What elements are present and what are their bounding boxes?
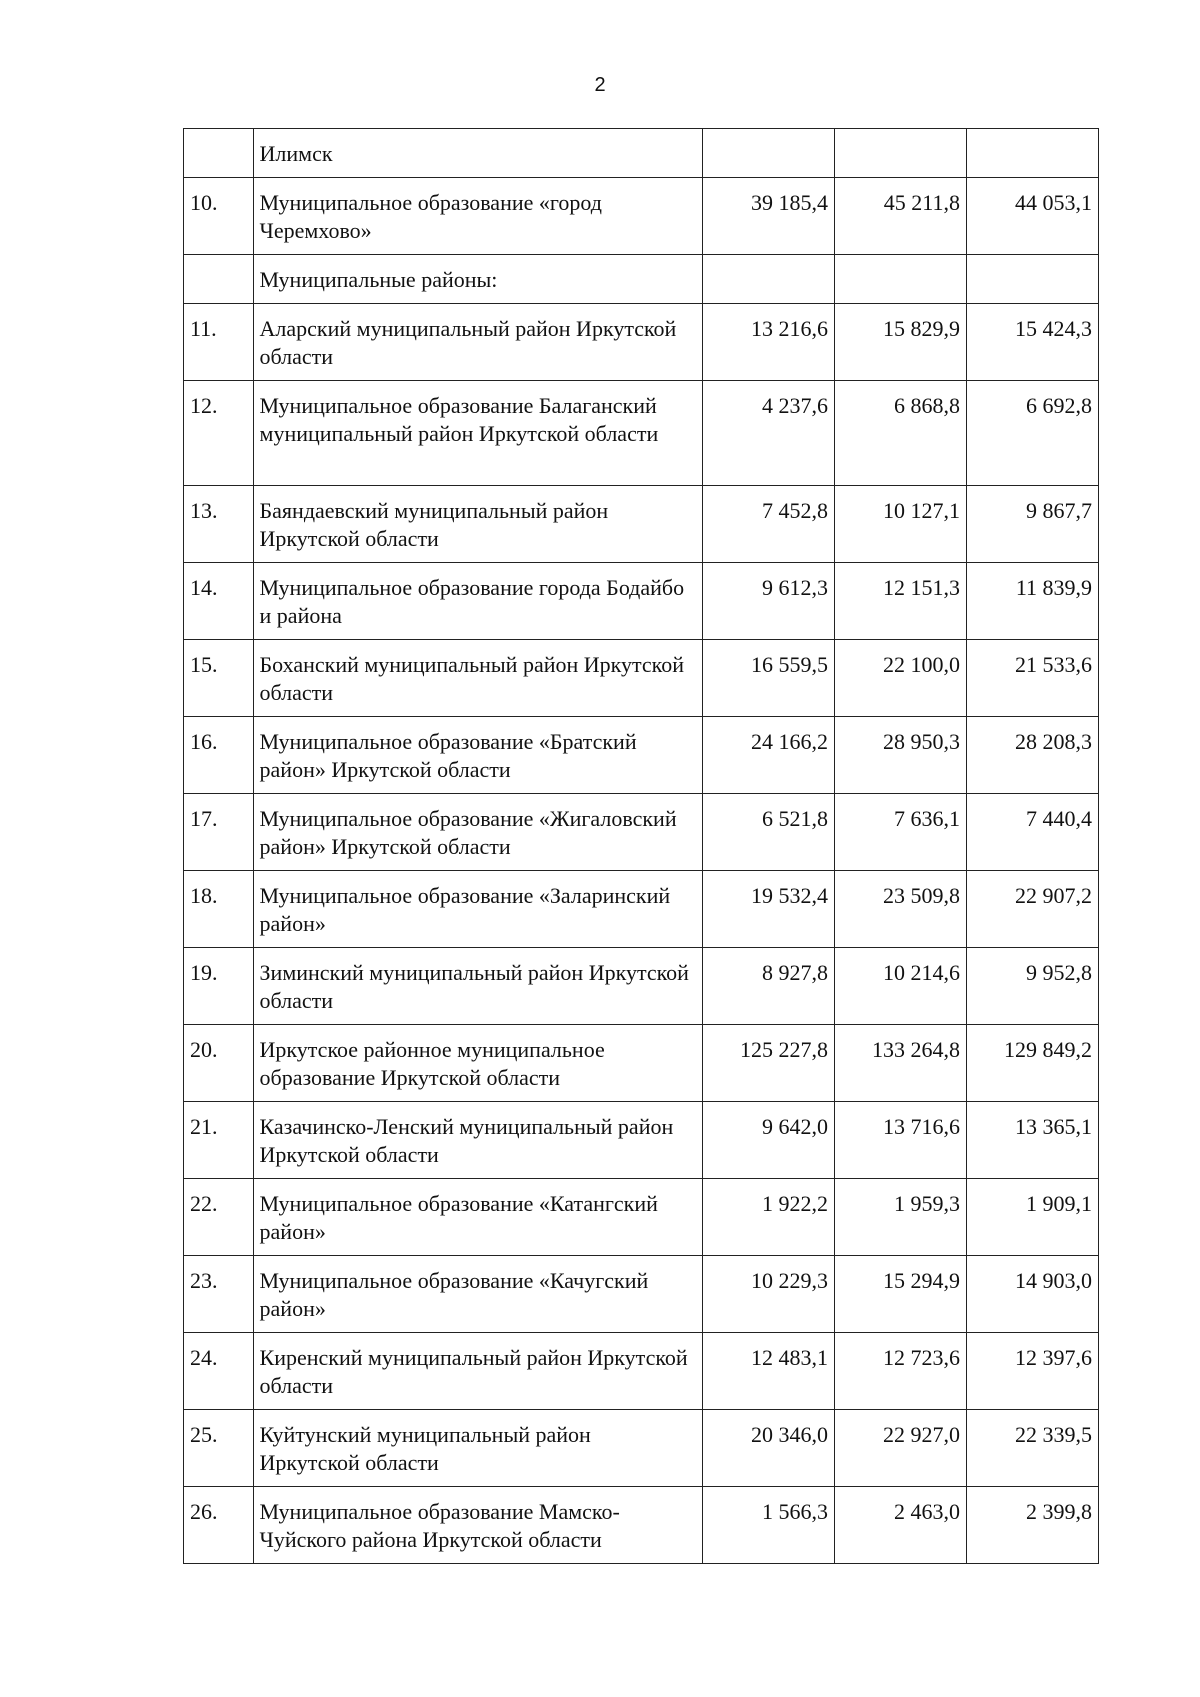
value-col-2: 12 723,6 (834, 1333, 966, 1410)
value-col-1: 39 185,4 (702, 178, 834, 255)
row-number: 15. (184, 640, 254, 717)
municipality-name: Муниципальное образование «Качугский район» (253, 1256, 702, 1333)
row-number: 10. (184, 178, 254, 255)
value-col-3: 129 849,2 (966, 1025, 1098, 1102)
municipality-name: Казачинско-Ленский муниципальный район Иркутской области (253, 1102, 702, 1179)
value-col-2: 13 716,6 (834, 1102, 966, 1179)
value-col-3: 21 533,6 (966, 640, 1098, 717)
value-col-1: 8 927,8 (702, 948, 834, 1025)
value-col-3: 14 903,0 (966, 1256, 1098, 1333)
value-col-1: 24 166,2 (702, 717, 834, 794)
value-col-3: 9 867,7 (966, 486, 1098, 563)
value-col-1: 12 483,1 (702, 1333, 834, 1410)
value-col-2: 1 959,3 (834, 1179, 966, 1256)
value-col-3: 2 399,8 (966, 1487, 1098, 1564)
row-number: 13. (184, 486, 254, 563)
row-number (184, 129, 254, 178)
page-number: 2 (594, 74, 606, 96)
table-row (184, 717, 1099, 794)
row-number: 21. (184, 1102, 254, 1179)
value-col-3 (966, 255, 1098, 304)
value-col-3: 6 692,8 (966, 381, 1098, 486)
municipality-name: Муниципальное образование Балаганский муниципальный район Иркутской области (253, 381, 702, 486)
table-row (184, 381, 1099, 486)
value-col-3 (966, 129, 1098, 178)
row-number: 17. (184, 794, 254, 871)
value-col-1: 125 227,8 (702, 1025, 834, 1102)
value-col-3: 1 909,1 (966, 1179, 1098, 1256)
value-col-1: 9 612,3 (702, 563, 834, 640)
value-col-1: 13 216,6 (702, 304, 834, 381)
table-row (184, 1410, 1099, 1487)
value-col-1 (702, 255, 834, 304)
value-col-2: 22 100,0 (834, 640, 966, 717)
table-row (184, 178, 1099, 255)
value-col-3: 7 440,4 (966, 794, 1098, 871)
row-number: 23. (184, 1256, 254, 1333)
budget-table (183, 128, 1099, 1564)
value-col-1: 1 922,2 (702, 1179, 834, 1256)
value-col-1: 20 346,0 (702, 1410, 834, 1487)
value-col-1: 4 237,6 (702, 381, 834, 486)
value-col-3: 13 365,1 (966, 1102, 1098, 1179)
municipality-name: Муниципальное образование города Бодайбо и района (253, 563, 702, 640)
value-col-1: 10 229,3 (702, 1256, 834, 1333)
table-row (184, 1256, 1099, 1333)
value-col-2: 45 211,8 (834, 178, 966, 255)
value-col-2: 12 151,3 (834, 563, 966, 640)
row-number: 20. (184, 1025, 254, 1102)
value-col-1: 19 532,4 (702, 871, 834, 948)
value-col-2: 7 636,1 (834, 794, 966, 871)
value-col-1: 16 559,5 (702, 640, 834, 717)
municipality-name: Баяндаевский муниципальный район Иркутской области (253, 486, 702, 563)
value-col-2 (834, 255, 966, 304)
municipality-name: Иркутское районное муниципальное образование Иркутской области (253, 1025, 702, 1102)
value-col-1: 7 452,8 (702, 486, 834, 563)
row-number: 25. (184, 1410, 254, 1487)
table-row (184, 948, 1099, 1025)
table-row (184, 871, 1099, 948)
row-number: 14. (184, 563, 254, 640)
municipality-name: Муниципальное образование Мамско-Чуйского района Иркутской области (253, 1487, 702, 1564)
table-row (184, 486, 1099, 563)
table-row (184, 794, 1099, 871)
row-number: 19. (184, 948, 254, 1025)
table-row (184, 1025, 1099, 1102)
value-col-1 (702, 129, 834, 178)
municipality-name: Куйтунский муниципальный район Иркутской области (253, 1410, 702, 1487)
section-heading: Муниципальные районы: (253, 255, 702, 304)
row-number: 11. (184, 304, 254, 381)
row-number: 26. (184, 1487, 254, 1564)
municipality-name: Зиминский муниципальный район Иркутской области (253, 948, 702, 1025)
table-row (184, 129, 1099, 178)
value-col-2: 15 294,9 (834, 1256, 966, 1333)
value-col-2 (834, 129, 966, 178)
table-row (184, 304, 1099, 381)
table-row (184, 640, 1099, 717)
municipality-name: Илимск (253, 129, 702, 178)
value-col-1: 9 642,0 (702, 1102, 834, 1179)
row-number: 22. (184, 1179, 254, 1256)
value-col-1: 6 521,8 (702, 794, 834, 871)
value-col-1: 1 566,3 (702, 1487, 834, 1564)
value-col-2: 133 264,8 (834, 1025, 966, 1102)
value-col-3: 44 053,1 (966, 178, 1098, 255)
value-col-2: 6 868,8 (834, 381, 966, 486)
value-col-2: 10 127,1 (834, 486, 966, 563)
value-col-2: 2 463,0 (834, 1487, 966, 1564)
row-number: 24. (184, 1333, 254, 1410)
municipality-name: Муниципальное образование «Катангский район» (253, 1179, 702, 1256)
table-row (184, 1102, 1099, 1179)
table-row (184, 1487, 1099, 1564)
row-number: 18. (184, 871, 254, 948)
value-col-2: 10 214,6 (834, 948, 966, 1025)
value-col-2: 23 509,8 (834, 871, 966, 948)
value-col-2: 15 829,9 (834, 304, 966, 381)
value-col-2: 22 927,0 (834, 1410, 966, 1487)
value-col-3: 12 397,6 (966, 1333, 1098, 1410)
value-col-3: 11 839,9 (966, 563, 1098, 640)
municipality-name: Муниципальное образование «город Черемхово» (253, 178, 702, 255)
value-col-3: 28 208,3 (966, 717, 1098, 794)
value-col-3: 22 907,2 (966, 871, 1098, 948)
value-col-3: 15 424,3 (966, 304, 1098, 381)
value-col-2: 28 950,3 (834, 717, 966, 794)
municipality-name: Киренский муниципальный район Иркутской области (253, 1333, 702, 1410)
row-number: 16. (184, 717, 254, 794)
municipality-name: Муниципальное образование «Братский район» Иркутской области (253, 717, 702, 794)
municipality-name: Муниципальное образование «Жигаловский район» Иркутской области (253, 794, 702, 871)
table-row (184, 1333, 1099, 1410)
municipality-name: Муниципальное образование «Заларинский район» (253, 871, 702, 948)
municipality-name: Боханский муниципальный район Иркутской области (253, 640, 702, 717)
table-row (184, 1179, 1099, 1256)
row-number: 12. (184, 381, 254, 486)
value-col-3: 9 952,8 (966, 948, 1098, 1025)
table-row (184, 563, 1099, 640)
table-row (184, 255, 1099, 304)
municipality-name: Аларский муниципальный район Иркутской области (253, 304, 702, 381)
row-number (184, 255, 254, 304)
value-col-3: 22 339,5 (966, 1410, 1098, 1487)
